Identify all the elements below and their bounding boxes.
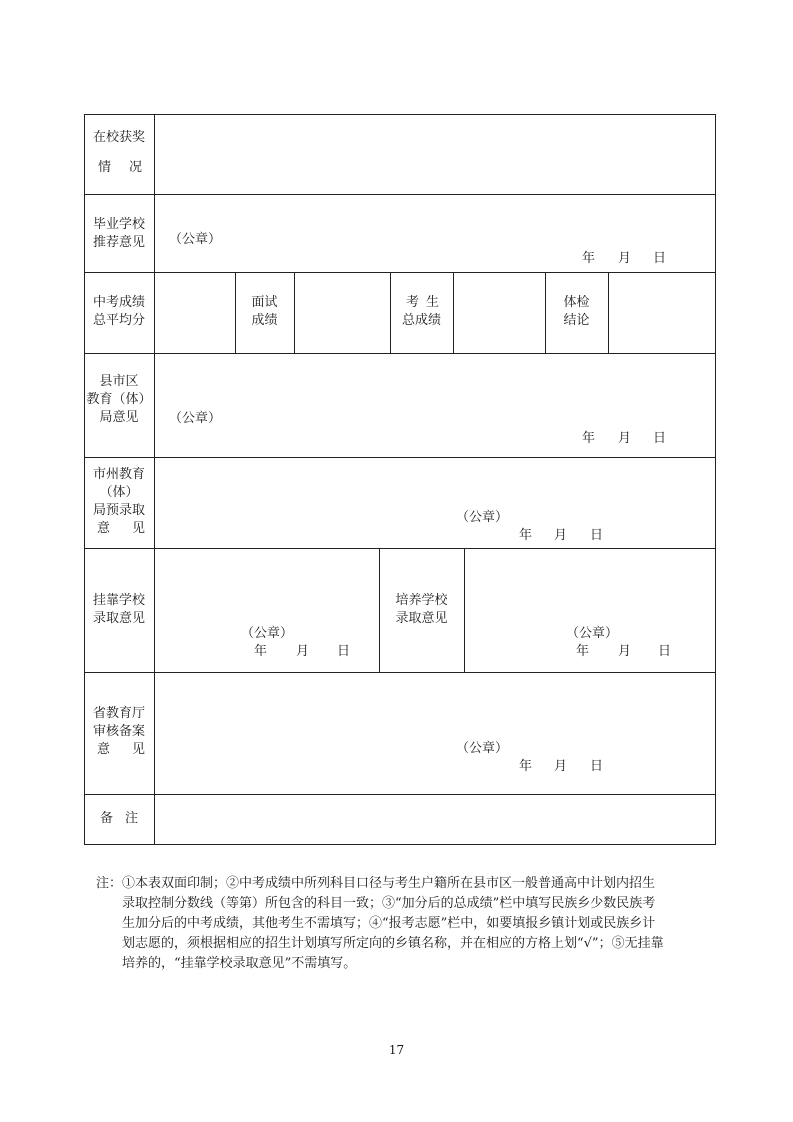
awards-label-line2 — [98, 159, 142, 177]
awards-label-char: 情 — [98, 160, 112, 175]
affiliated-school-label-line1: 挂靠学校 — [92, 593, 145, 608]
city-bureau-label-line3: 局预录取 — [92, 503, 145, 518]
training-school-field[interactable] — [465, 549, 715, 672]
remarks-label-line — [100, 810, 138, 828]
physical-exam-label-line2: 结论 — [563, 313, 590, 328]
province-dept-seal: （公章） — [456, 741, 509, 756]
examinee-total-label — [390, 294, 453, 330]
grad-school-label-line1: 毕业学校 — [92, 217, 145, 232]
county-bureau-seal: （公章） — [169, 411, 222, 426]
grad-school-year: 年 — [582, 251, 596, 266]
grad-school-seal: （公章） — [169, 232, 222, 247]
footnote-line: 注：①本表双面印制；②中考成绩中所列科目口径与考生户籍所在县市区一般普通高中计划内招生 — [96, 876, 656, 891]
county-bureau-label-line2: 教育（体） — [86, 392, 152, 407]
city-bureau-day: 日 — [590, 528, 604, 543]
affiliated-school-year: 年 — [254, 644, 268, 659]
province-dept-month: 月 — [554, 759, 568, 774]
county-bureau-label — [84, 373, 154, 427]
interview-label-line1: 面试 — [251, 295, 278, 310]
city-bureau-label-line4 — [97, 520, 145, 538]
interview-label — [235, 294, 294, 330]
exam-score-field[interactable] — [155, 273, 235, 353]
exam-score-label-line2: 总平均分 — [92, 313, 145, 328]
page-number: 17 — [388, 1043, 405, 1057]
physical-exam-field[interactable] — [609, 273, 715, 353]
examinee-label-char: 考 — [406, 295, 420, 310]
affiliated-school-month: 月 — [296, 644, 310, 659]
grad-school-month: 月 — [618, 251, 632, 266]
footnote-line: 生加分后的中考成绩，其他考生不需填写；④“报考志愿”栏中，如要填报乡镇计划或民族乡计 — [122, 916, 656, 931]
col-divider — [715, 114, 716, 845]
exam-score-label-line1: 中考成绩 — [92, 295, 145, 310]
affiliated-school-day: 日 — [337, 644, 351, 659]
affiliated-school-label-line2: 录取意见 — [92, 611, 145, 626]
grad-school-label-line2: 推荐意见 — [92, 235, 145, 250]
province-dept-label — [84, 705, 154, 759]
awards-label-line1: 在校获奖 — [92, 130, 145, 145]
province-dept-label-char: 见 — [131, 742, 145, 757]
city-bureau-label-char: 见 — [131, 521, 145, 536]
county-bureau-day: 日 — [653, 431, 667, 446]
awards-label — [84, 129, 154, 177]
training-school-label-line2: 录取意见 — [395, 611, 448, 626]
footnote-line: 录取控制分数线（等第）所包含的科目一致；③“加分后的总成绩”栏中填写民族乡少数民族考 — [122, 896, 656, 911]
row-divider — [84, 844, 716, 845]
footnote-line: 培养的，“挂靠学校录取意见”不需填写。 — [122, 956, 357, 971]
affiliated-school-label — [84, 592, 154, 628]
affiliated-school-seal: （公章） — [241, 626, 294, 641]
city-bureau-label — [84, 466, 154, 538]
province-dept-label-line3 — [97, 741, 145, 759]
city-bureau-month: 月 — [554, 528, 568, 543]
city-bureau-label-line2: （体） — [99, 485, 139, 500]
training-school-day: 日 — [658, 644, 672, 659]
province-dept-label-line2: 审核备案 — [92, 724, 145, 739]
physical-exam-label-line1: 体检 — [563, 295, 590, 310]
examinee-label-char: 生 — [425, 295, 439, 310]
province-dept-label-char: 意 — [97, 742, 111, 757]
remarks-label — [84, 810, 154, 828]
examinee-total-label-line2: 总成绩 — [401, 313, 441, 328]
city-bureau-seal: （公章） — [456, 510, 509, 525]
awards-label-char: 况 — [128, 160, 142, 175]
remarks-label-char: 备 — [100, 811, 114, 826]
training-school-month: 月 — [618, 644, 632, 659]
awards-field[interactable] — [155, 115, 715, 194]
footnote — [96, 874, 716, 974]
county-bureau-year: 年 — [582, 431, 596, 446]
province-dept-field[interactable] — [155, 673, 715, 794]
training-school-label — [379, 592, 464, 628]
grad-school-label — [84, 216, 154, 252]
county-bureau-month: 月 — [618, 431, 632, 446]
province-dept-year: 年 — [519, 759, 533, 774]
county-bureau-label-line1: 县市区 — [99, 374, 139, 389]
examinee-total-field[interactable] — [454, 273, 545, 353]
training-school-year: 年 — [576, 644, 590, 659]
remarks-label-char: 注 — [124, 811, 138, 826]
registration-form-table — [84, 114, 716, 845]
county-bureau-label-line3: 局意见 — [99, 410, 139, 425]
interview-score-field[interactable] — [295, 273, 390, 353]
remarks-field[interactable] — [155, 795, 715, 844]
training-school-seal: （公章） — [566, 626, 619, 641]
examinee-total-label-line1 — [406, 294, 439, 312]
city-bureau-label-char: 意 — [97, 521, 111, 536]
physical-exam-label — [545, 294, 608, 330]
city-bureau-field[interactable] — [155, 458, 715, 548]
footnote-line: 划志愿的，须根据相应的招生计划填写所定向的乡镇名称，并在相应的方格上划“√”；⑤无挂靠 — [122, 936, 664, 951]
exam-score-label — [84, 294, 154, 330]
training-school-label-line1: 培养学校 — [395, 593, 448, 608]
city-bureau-label-line1: 市州教育 — [92, 467, 145, 482]
province-dept-day: 日 — [590, 759, 604, 774]
city-bureau-year: 年 — [519, 528, 533, 543]
province-dept-label-line1: 省教育厅 — [92, 706, 145, 721]
interview-label-line2: 成绩 — [251, 313, 278, 328]
grad-school-day: 日 — [653, 251, 667, 266]
